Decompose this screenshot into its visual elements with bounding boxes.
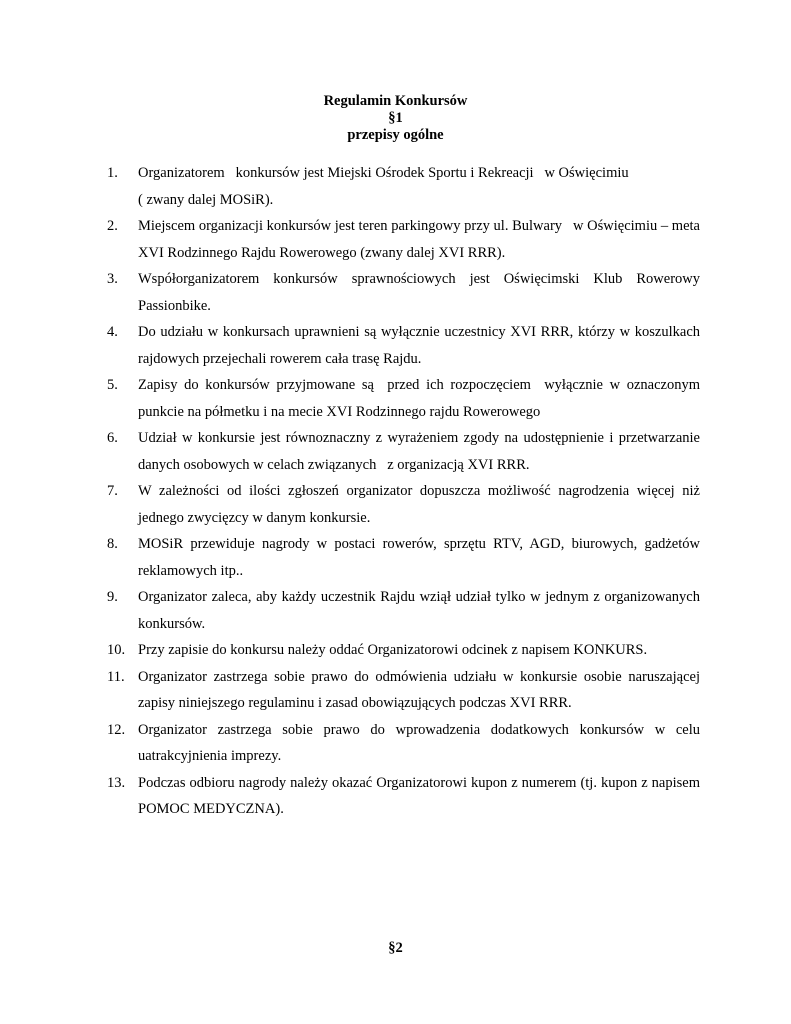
rule-number: 11.: [107, 668, 125, 685]
rule-text: Organizatorem konkursów jest Miejski Ośrodek Sportu i Rekreacji w Oświęcimiu ( zwany dalej MOSiR).: [138, 165, 629, 208]
rule-text: Podczas odbioru nagrody należy okazać Organizatorowi kupon z numerem (tj. kupon z napisem POMOC MEDYCZNA).: [138, 774, 704, 817]
section-subtitle: przepisy ogólne: [347, 127, 444, 143]
list-item: [107, 266, 704, 319]
rule-number: 13.: [107, 774, 126, 791]
rule-text: Organizator zastrzega sobie prawo do odmówienia udziału w konkursie osobie naruszającej zapisy niniejszego regulaminu i zasad obowiązujących podczas XVI RRR.: [138, 668, 704, 711]
rule-number: 9.: [107, 589, 118, 605]
list-item: [107, 372, 704, 425]
rule-text: Organizator zastrzega sobie prawo do wprowadzenia dodatkowych konkursów w celu uatrakcyjnienia imprezy.: [138, 721, 704, 764]
rule-number: 7.: [107, 483, 118, 499]
section-number: §1: [388, 110, 403, 126]
rule-number: 10.: [107, 642, 126, 658]
list-item: [107, 770, 704, 823]
rule-text: Przy zapisie do konkursu należy oddać Organizatorowi odcinek z napisem KONKURS.: [138, 642, 648, 658]
list-item: [107, 531, 704, 584]
rule-text: Do udziału w konkursach uprawnieni są wyłącznie uczestnicy XVI RRR, którzy w koszulkach rajdowych przejechali rowerem cała trasę Rajdu.: [138, 324, 704, 367]
list-item: [107, 478, 704, 531]
rule-number: 3.: [107, 271, 118, 287]
list-item: [107, 160, 700, 213]
rules-list: [107, 160, 704, 823]
rule-text: Miejscem organizacji konkursów jest teren parkingowy przy ul. Bulwary w Oświęcimiu – meta XVI Rodzinnego Rajdu Rowerowego (zwany dalej XVI RRR).: [138, 218, 704, 261]
rule-text: Współorganizatorem konkursów sprawnościowych jest Oświęcimski Klub Rowerowy Passionbike.: [138, 271, 704, 314]
document-title: Regulamin Konkursów: [323, 93, 468, 109]
list-item: [107, 584, 704, 637]
rule-text: W zależności od ilości zgłoszeń organizator dopuszcza możliwość nagrodzenia więcej niż jednego zwycięzcy w danym konkursie.: [138, 483, 704, 526]
rule-number: 1.: [107, 165, 118, 181]
rule-number: 2.: [107, 218, 118, 234]
rule-number: 6.: [107, 430, 118, 446]
rule-text: Organizator zaleca, aby każdy uczestnik Rajdu wziął udział tylko w jednym z organizowanych konkursów.: [138, 589, 704, 632]
rule-text: MOSiR przewiduje nagrody w postaci rowerów, sprzętu RTV, AGD, biurowych, gadżetów reklamowych itp..: [138, 536, 704, 579]
list-item: [107, 319, 704, 372]
rule-text: Udział w konkursie jest równoznaczny z wyrażeniem zgody na udostępnienie i przetwarzanie danych osobowych w celach związanych z organizacją XVI RRR.: [138, 430, 704, 473]
rule-number: 5.: [107, 377, 118, 393]
list-item: [107, 637, 700, 664]
list-item: [107, 425, 704, 478]
rule-text: Zapisy do konkursów przyjmowane są przed ich rozpoczęciem wyłącznie w oznaczonym punkcie na półmetku i na mecie XVI Rodzinnego rajdu Rowerowego: [138, 377, 704, 420]
list-item: [107, 213, 704, 266]
list-item: [107, 664, 704, 717]
rule-number: 8.: [107, 536, 118, 552]
list-item: [107, 717, 704, 770]
next-section-number: §2: [388, 940, 403, 956]
rule-number: 12.: [107, 721, 126, 738]
rule-number: 4.: [107, 324, 118, 340]
